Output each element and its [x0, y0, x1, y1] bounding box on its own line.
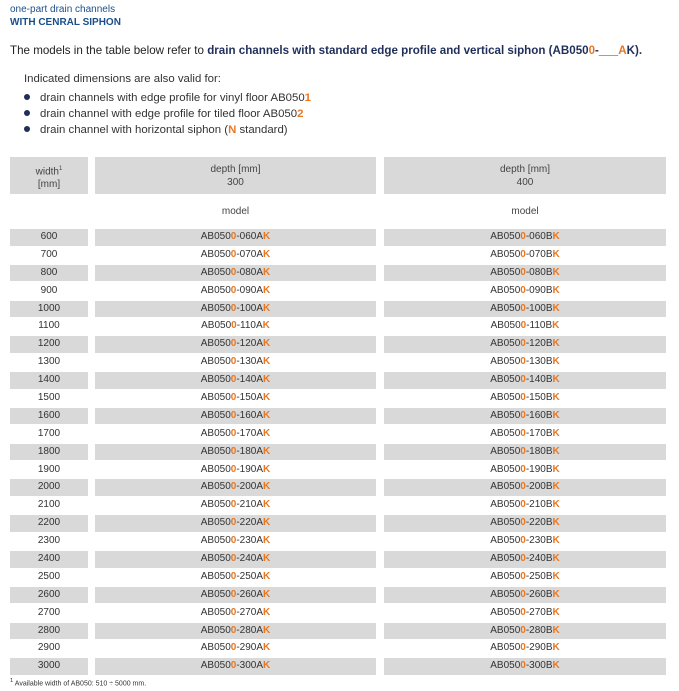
- model-300-cell: AB0500-190AK: [200, 463, 271, 475]
- footnote: $^1$ Available width of AB050: 510 ÷ 5000 mm.: [10, 678, 147, 688]
- width-cell: 600: [10, 229, 88, 246]
- model-400-cell: AB0500-290BK: [490, 642, 560, 654]
- model-400-cell: AB0500-260BK: [384, 587, 666, 604]
- depth-400-header: depth [mm] 400: [384, 157, 666, 194]
- indicated-note: Indicated dimensions are also valid for:: [24, 73, 221, 85]
- width-cell: 1000: [10, 301, 88, 318]
- model-300-cell: AB0500-130AK: [200, 356, 271, 368]
- model-400-cell: AB0500-210BK: [490, 499, 560, 511]
- model-400-cell: AB0500-200BK: [384, 479, 666, 496]
- table-row: [10, 640, 666, 658]
- table-row: [10, 551, 666, 569]
- list-item: drain channel with horizontal siphon (N standard): [24, 122, 311, 138]
- model-400-cell: AB0500-180BK: [384, 444, 666, 461]
- model-label-300: model: [221, 206, 250, 217]
- model-label-400: model: [511, 206, 539, 217]
- model-300-cell: AB0500-220AK: [95, 515, 376, 532]
- width-cell: 2500: [37, 570, 61, 582]
- width-cell: 1800: [10, 444, 88, 461]
- width-cell: 800: [10, 265, 88, 282]
- table-row: [10, 265, 666, 283]
- table-row: [10, 479, 666, 497]
- model-300-cell: AB0500-240AK: [95, 551, 376, 568]
- table-row: [10, 515, 666, 533]
- model-300-cell: AB0500-120AK: [95, 336, 376, 353]
- model-300-cell: AB0500-270AK: [200, 606, 271, 618]
- width-cell: 900: [40, 284, 58, 296]
- model-300-cell: AB0500-280AK: [95, 623, 376, 640]
- width-cell: 3000: [10, 658, 88, 675]
- model-400-cell: AB0500-300BK: [384, 658, 666, 675]
- width-cell: 1300: [37, 356, 61, 368]
- width-cell: 1600: [10, 408, 88, 425]
- intro-paragraph: [10, 44, 642, 57]
- width-cell: 2300: [37, 535, 61, 547]
- model-400-cell: AB0500-120BK: [384, 336, 666, 353]
- width-cell: 2000: [10, 479, 88, 496]
- model-400-cell: AB0500-250BK: [490, 570, 560, 582]
- model-300-cell: AB0500-160AK: [95, 408, 376, 425]
- list-item: drain channels with edge profile for vinyl floor AB0501: [24, 90, 311, 106]
- model-300-cell: AB0500-250AK: [200, 570, 271, 582]
- table-row: [10, 444, 666, 462]
- table-row: [10, 623, 666, 641]
- model-300-cell: AB0500-080AK: [95, 265, 376, 282]
- table-row: [10, 533, 666, 551]
- model-400-cell: AB0500-100BK: [384, 301, 666, 318]
- model-300-cell: AB0500-180AK: [95, 444, 376, 461]
- width-cell: 1400: [10, 372, 88, 389]
- model-400-cell: AB0500-060BK: [384, 229, 666, 246]
- width-cell: 2100: [37, 499, 61, 511]
- model-400-cell: AB0500-140BK: [384, 372, 666, 389]
- depth-300-header: depth [mm] 300: [95, 157, 376, 194]
- bullet-icon: [24, 126, 30, 132]
- bullet-icon: [24, 110, 30, 116]
- model-400-cell: AB0500-280BK: [384, 623, 666, 640]
- width-cell: 2200: [10, 515, 88, 532]
- width-cell: 2800: [10, 623, 88, 640]
- section-title: WITH CENRAL SIPHON: [10, 17, 121, 28]
- model-300-cell: AB0500-210AK: [200, 499, 271, 511]
- width-header: width$^1$ [mm]: [10, 157, 88, 194]
- width-cell: 1500: [37, 392, 61, 404]
- table-row: [10, 408, 666, 426]
- table-row: [10, 426, 666, 444]
- model-400-cell: AB0500-110BK: [490, 320, 560, 332]
- model-300-cell: AB0500-300AK: [95, 658, 376, 675]
- model-300-cell: AB0500-260AK: [95, 587, 376, 604]
- width-cell: 1900: [37, 463, 61, 475]
- bullet-icon: [24, 94, 30, 100]
- model-400-cell: AB0500-150BK: [490, 392, 560, 404]
- model-400-cell: AB0500-230BK: [490, 535, 560, 547]
- width-cell: 2900: [37, 642, 61, 654]
- model-table: [10, 229, 666, 676]
- model-400-cell: AB0500-170BK: [490, 427, 560, 439]
- model-400-cell: AB0500-130BK: [490, 356, 560, 368]
- intro-prefix: The models in the table below refer to: [10, 44, 208, 57]
- model-300-cell: AB0500-290AK: [200, 642, 271, 654]
- model-300-cell: AB0500-090AK: [200, 284, 271, 296]
- model-400-cell: AB0500-090BK: [490, 284, 560, 296]
- table-row: [10, 247, 666, 265]
- table-row: [10, 301, 666, 319]
- list-item: drain channel with edge profile for tiled floor AB0502: [24, 106, 311, 122]
- section-subtitle: one-part drain channels: [10, 4, 116, 15]
- table-row: [10, 605, 666, 623]
- width-cell: 1100: [38, 320, 60, 332]
- model-300-cell: AB0500-230AK: [200, 535, 271, 547]
- table-row: [10, 283, 666, 301]
- model-300-cell: AB0500-200AK: [95, 479, 376, 496]
- table-row: [10, 354, 666, 372]
- model-300-cell: AB0500-060AK: [95, 229, 376, 246]
- table-row: [10, 318, 666, 336]
- model-300-cell: AB0500-170AK: [200, 427, 271, 439]
- model-300-cell: AB0500-150AK: [200, 392, 271, 404]
- width-cell: 700: [40, 248, 58, 260]
- table-row: [10, 587, 666, 605]
- model-400-cell: AB0500-220BK: [384, 515, 666, 532]
- table-row: [10, 336, 666, 354]
- model-300-cell: AB0500-070AK: [200, 248, 271, 260]
- model-400-cell: AB0500-070BK: [490, 248, 560, 260]
- width-cell: 1200: [10, 336, 88, 353]
- table-row: [10, 390, 666, 408]
- table-row: [10, 229, 666, 247]
- table-row: [10, 462, 666, 480]
- model-400-cell: AB0500-190BK: [490, 463, 560, 475]
- model-300-cell: AB0500-110AK: [201, 320, 270, 332]
- model-300-cell: AB0500-100AK: [95, 301, 376, 318]
- table-row: [10, 497, 666, 515]
- width-cell: 2700: [37, 606, 61, 618]
- table-row: [10, 569, 666, 587]
- table-row: [10, 658, 666, 676]
- width-cell: 2600: [10, 587, 88, 604]
- intro-bold: drain channels with standard edge profile and vertical siphon (AB0500-___AK).: [207, 44, 643, 57]
- width-cell: 2400: [10, 551, 88, 568]
- table-row: [10, 372, 666, 390]
- variant-list: [24, 90, 311, 138]
- model-400-cell: AB0500-080BK: [384, 265, 666, 282]
- model-400-cell: AB0500-270BK: [490, 606, 560, 618]
- width-cell: 1700: [37, 427, 61, 439]
- model-400-cell: AB0500-160BK: [384, 408, 666, 425]
- model-400-cell: AB0500-240BK: [384, 551, 666, 568]
- model-300-cell: AB0500-140AK: [95, 372, 376, 389]
